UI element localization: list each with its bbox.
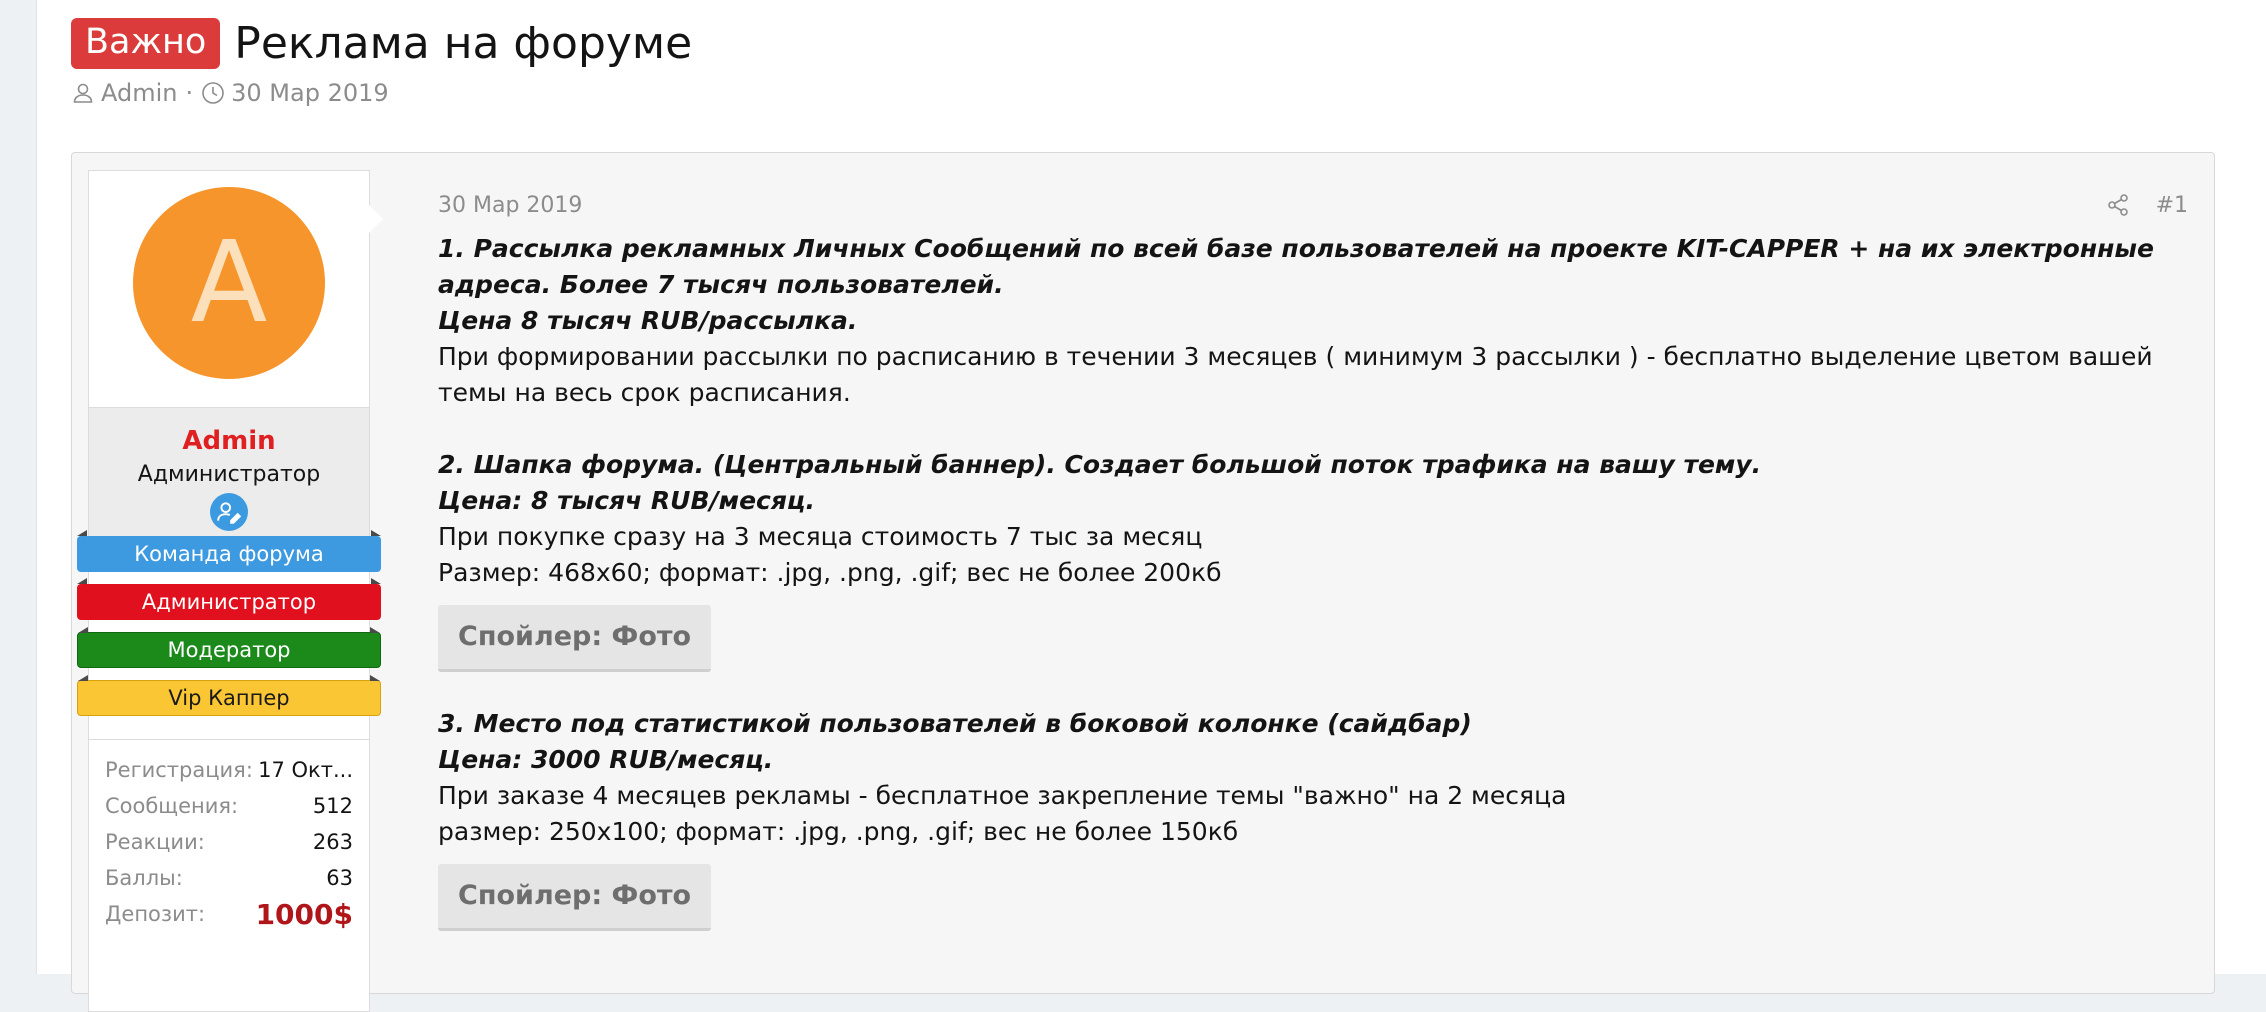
post-number[interactable]: #1 bbox=[2155, 192, 2188, 218]
prefix-label[interactable]: Важно bbox=[71, 18, 220, 69]
stat-value: 263 bbox=[312, 830, 353, 854]
section-3-title: 3. Место под статистикой пользователей в боковой колонке (сайдбар) bbox=[438, 709, 1472, 738]
spacer bbox=[438, 411, 2188, 447]
user-banners bbox=[77, 536, 381, 728]
post-content bbox=[438, 231, 2188, 965]
share-icon[interactable] bbox=[2106, 193, 2130, 217]
post bbox=[71, 152, 2215, 994]
section-2-title: 2. Шапка форума. (Центральный баннер). Создает большой поток трафика на вашу тему. bbox=[438, 450, 1762, 479]
thread-title: Реклама на форуме bbox=[234, 18, 693, 69]
stat-value[interactable]: 512 bbox=[312, 794, 353, 818]
section-2-text-1: При покупке сразу на 3 месяца стоимость 7 тыс за месяц bbox=[438, 522, 1203, 551]
stat-value: 63 bbox=[326, 866, 353, 890]
stat-key: Реакции: bbox=[105, 830, 205, 854]
section-2-price: Цена: 8 тысяч RUB/месяц. bbox=[438, 486, 815, 515]
banner-team: Команда форума bbox=[77, 536, 381, 572]
section-1-price: Цена 8 тысяч RUB/рассылка. bbox=[438, 306, 858, 335]
banner-vip: Vip Каппер bbox=[77, 680, 381, 716]
stat-row bbox=[89, 860, 369, 896]
spoiler-button[interactable]: Спойлер: Фото bbox=[438, 864, 711, 931]
section-3-text-1: При заказе 4 месяцев рекламы - бесплатное закрепление темы "важно" на 2 месяца bbox=[438, 781, 1567, 810]
banner-moderator: Модератор bbox=[77, 632, 381, 668]
stat-row bbox=[89, 752, 369, 788]
user-icon bbox=[71, 81, 95, 105]
thread-author[interactable]: Admin bbox=[101, 79, 178, 107]
title-row bbox=[71, 18, 692, 69]
post-body bbox=[438, 187, 2188, 965]
username[interactable]: Admin bbox=[182, 426, 276, 456]
staff-badge-icon bbox=[210, 493, 248, 531]
meta-separator: · bbox=[185, 79, 194, 107]
section-1-text: При формировании рассылки по расписанию в течении 3 месяцев ( минимум 3 рассылки ) - бесплатно выделение цветом вашей темы на весь срок расписания. bbox=[438, 342, 2153, 407]
stat-row bbox=[89, 824, 369, 860]
stat-row bbox=[89, 896, 369, 932]
post-header bbox=[438, 187, 2188, 223]
stat-key: Баллы: bbox=[105, 866, 183, 890]
deposit-value: 1000$ bbox=[255, 897, 353, 931]
page bbox=[36, 0, 2266, 974]
spoiler-button[interactable]: Спойлер: Фото bbox=[438, 605, 711, 672]
post-actions bbox=[2106, 193, 2188, 218]
stat-key: Сообщения: bbox=[105, 794, 239, 818]
avatar[interactable]: A bbox=[133, 187, 325, 379]
thread-date[interactable]: 30 Мар 2019 bbox=[231, 79, 389, 107]
stat-key: Регистрация: bbox=[105, 758, 253, 782]
user-stats bbox=[89, 739, 369, 932]
stat-key: Депозит: bbox=[105, 902, 206, 926]
section-3-text-2: размер: 250x100; формат: .jpg, .png, .gif; вес не более 150кб bbox=[438, 817, 1239, 846]
thread-meta bbox=[71, 79, 692, 107]
stat-value: 17 Окт... bbox=[258, 758, 353, 782]
stat-row bbox=[89, 788, 369, 824]
user-cell-arrow bbox=[369, 205, 383, 233]
post-date[interactable]: 30 Мар 2019 bbox=[438, 192, 583, 218]
section-2-text-2: Размер: 468x60; формат: .jpg, .png, .gif; вес не более 200кб bbox=[438, 558, 1222, 587]
section-1-title: 1. Рассылка рекламных Личных Сообщений по всей базе пользователей на проекте KIT-CAPPER + на их электронные адреса. Более 7 тысяч пользователей. bbox=[438, 234, 2154, 299]
clock-icon bbox=[201, 81, 225, 105]
user-cell bbox=[88, 170, 370, 1012]
banner-admin: Администратор bbox=[77, 584, 381, 620]
user-title: Администратор bbox=[137, 462, 321, 487]
section-3-price: Цена: 3000 RUB/месяц. bbox=[438, 745, 774, 774]
user-info bbox=[89, 407, 369, 540]
thread-header bbox=[71, 18, 692, 107]
